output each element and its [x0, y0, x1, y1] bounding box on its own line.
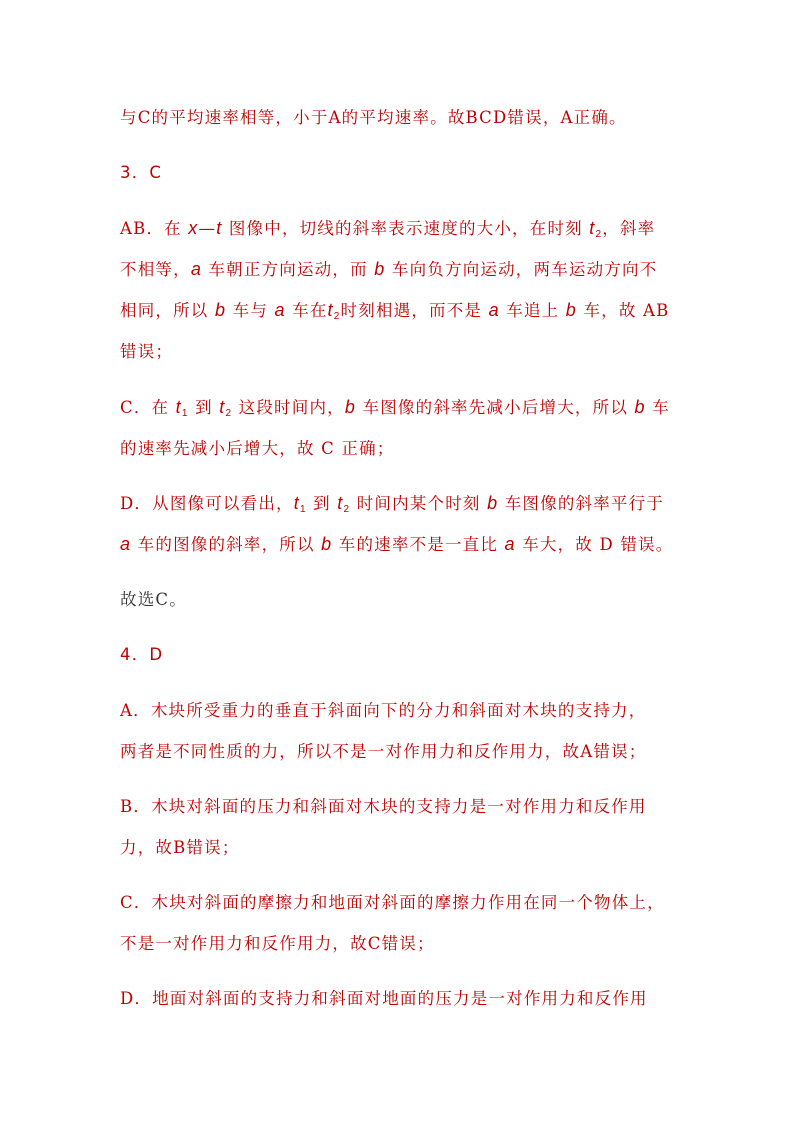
text-line: 故选C。: [120, 590, 187, 609]
text-line: 错误；: [120, 342, 174, 361]
text-line: a 车的图像的斜率，所以 b 车的速率不是一直比 a 车大，故 D 错误。: [120, 534, 674, 554]
paragraph-select-c: [120, 579, 680, 620]
text-line: 不相等，a 车朝正方向运动，而 b 车向负方向运动，两车运动方向不: [120, 259, 658, 279]
paragraph-4-option-b: [120, 786, 680, 868]
text-line: 3．C: [120, 163, 163, 182]
paragraph-q2-conclusion: [120, 97, 680, 138]
text-line: C．在 $t_1$ 到 $t_2$ 这段时间内，b 车图像的斜率先减小后增大，所以 b 车: [120, 397, 670, 419]
text-line: 力，故B错误；: [120, 838, 240, 857]
text-line: AB．在 x—t 图像中，切线的斜率表示速度的大小，在时刻 $t_2$，斜率: [120, 218, 656, 240]
paragraph-3-option-ab: [120, 208, 680, 372]
text-line: 的速率先减小后增大，故 C 正确；: [120, 439, 395, 458]
text-line: A．木块所受重力的垂直于斜面向下的分力和斜面对木块的支持力，: [120, 701, 647, 720]
paragraph-3-option-d: [120, 483, 680, 565]
text-line: D．地面对斜面的支持力和斜面对地面的压力是一对作用力和反作用: [120, 989, 648, 1008]
paragraph-4-option-a: [120, 690, 680, 772]
answer-heading-3: [120, 152, 680, 193]
text-line: D．从图像可以看出，$t_1$ 到 $t_2$ 时间内某个时刻 b 车图像的斜率平行于: [120, 493, 665, 515]
text-line: 相同，所以 b 车与 a 车在$t_2$时刻相遇，而不是 a 车追上 b 车，故 AB: [120, 300, 670, 322]
answer-heading-4: [120, 634, 680, 675]
text-line: C．木块对斜面的摩擦力和地面对斜面的摩擦力作用在同一个物体上，: [120, 893, 665, 912]
text-line: B．木块对斜面的压力和斜面对木块的支持力是一对作用力和反作用: [120, 797, 647, 816]
text-line: 4．D: [120, 645, 164, 664]
paragraph-3-option-c: [120, 387, 680, 469]
text-line: 两者是不同性质的力，所以不是一对作用力和反作用力，故A错误；: [120, 742, 647, 761]
paragraph-4-option-d: [120, 978, 680, 1019]
text-line: 与C的平均速率相等，小于A的平均速率。故BCD错误，A正确。: [120, 108, 627, 127]
text-line: 不是一对作用力和反作用力，故C错误；: [120, 934, 435, 953]
paragraph-4-option-c: [120, 882, 680, 964]
